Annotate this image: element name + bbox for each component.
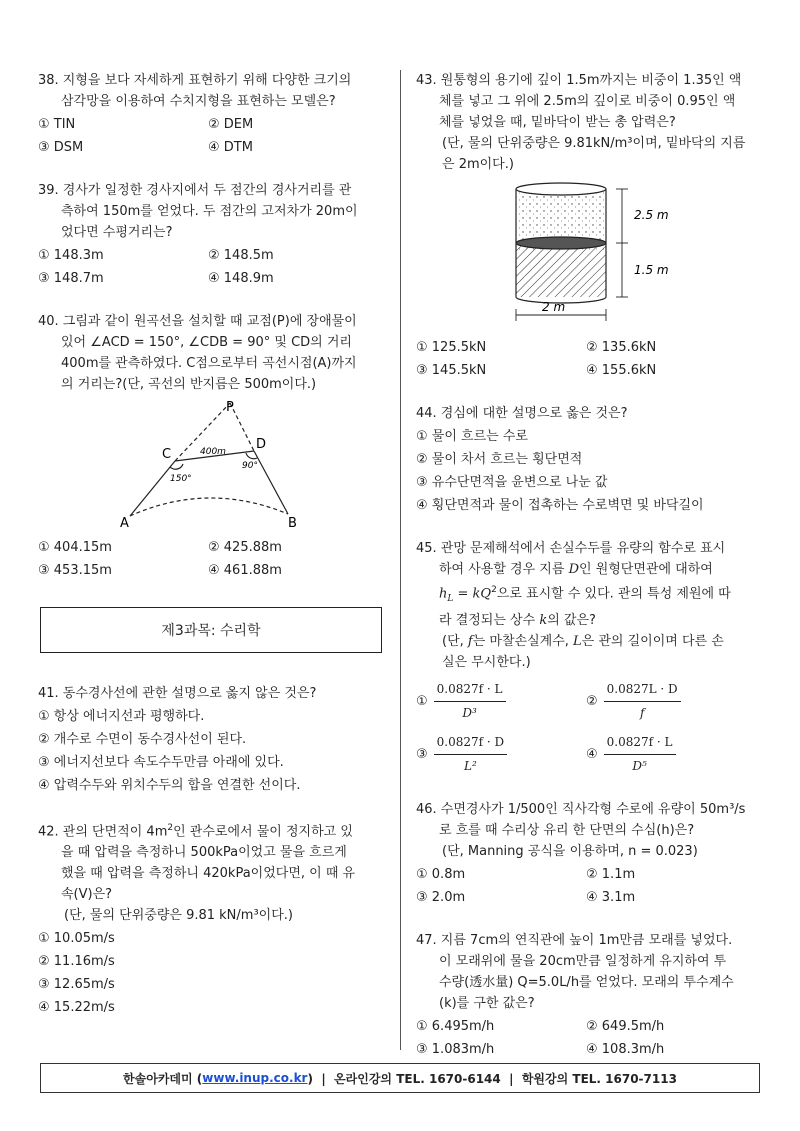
q40-text-line: 40. 그림과 같이 원곡선을 설치할 때 교점(P)에 장애물이 bbox=[38, 314, 357, 329]
label-c: C bbox=[162, 447, 172, 462]
right-column bbox=[416, 70, 766, 1078]
footer-academy-name: 한솔아카데미 ( bbox=[123, 1071, 203, 1086]
q46-option-2[interactable]: ② 1.1m bbox=[586, 866, 636, 882]
question-47 bbox=[416, 930, 766, 1060]
label-b: B bbox=[288, 516, 297, 531]
q40-option-2[interactable]: ② 425.88m bbox=[208, 540, 282, 555]
q45-option-1[interactable]: ① $\frac{0.0827f \cdot L}{\text{D³}}$ bbox=[416, 679, 586, 724]
q44-option-4[interactable]: ④ 횡단면적과 물이 접촉하는 수로벽면 및 바닥길이 bbox=[416, 498, 704, 513]
question-39 bbox=[38, 180, 398, 289]
q44-text-line: 44. 경심에 대한 설명으로 옳은 것은? bbox=[416, 406, 628, 421]
q44-option-3[interactable]: ③ 유수단면적을 윤변으로 나눈 값 bbox=[416, 475, 608, 490]
question-40 bbox=[38, 311, 398, 581]
q45-text-line: 45. 관망 문제해석에서 손실수두를 유량의 함수로 표시 bbox=[416, 541, 726, 556]
q39-option-3[interactable]: ③ 148.7m bbox=[38, 271, 104, 286]
question-41 bbox=[38, 683, 398, 796]
q39-option-2[interactable]: ② 148.5m bbox=[208, 248, 274, 263]
q40-text-line: 의 거리는?(단, 곡선의 반지름은 500m이다.) bbox=[61, 377, 317, 392]
q42-text-line: 을 때 압력을 측정하니 500kPa이었고 물을 흐르게 bbox=[61, 845, 347, 861]
q45-option-2[interactable]: ② $\frac{0.0827L \cdot D}{f}$ bbox=[586, 679, 756, 724]
label-a: A bbox=[120, 516, 129, 531]
q41-option-3[interactable]: ③ 에너지선보다 속도수두만큼 아래에 있다. bbox=[38, 755, 284, 770]
subject-header: 제3과목: 수리학 bbox=[40, 607, 382, 653]
label-diameter: 2 m bbox=[542, 300, 566, 314]
question-46 bbox=[416, 799, 766, 908]
question-43 bbox=[416, 70, 766, 381]
q46-note: (단, Manning 공식을 이용하며, n = 0.023) bbox=[442, 843, 698, 859]
q43-text-line: 체를 넣고 그 위에 2.5m의 깊이로 비중이 0.95인 액 bbox=[439, 94, 736, 109]
q38-text-line: 삼각망을 이용하여 수치지형을 표현하는 모델은? bbox=[61, 94, 336, 109]
q42-option-2[interactable]: ② 11.16m/s bbox=[38, 954, 115, 970]
q43-note: (단, 물의 단위중량은 9.81kN/m³이며, 밑바닥의 지름 bbox=[442, 136, 746, 151]
q43-option-1[interactable]: ① 125.5kN bbox=[416, 340, 487, 355]
q43-option-2[interactable]: ② 135.6kN bbox=[586, 340, 657, 355]
q40-option-1[interactable]: ① 404.15m bbox=[38, 540, 112, 555]
q46-option-3[interactable]: ③ 2.0m bbox=[416, 889, 466, 905]
q47-text-line: 수량(透水量) Q=5.0L/h를 얻었다. 모래의 투수계수 bbox=[439, 974, 734, 990]
circular-curve bbox=[130, 498, 288, 516]
q39-text-line: 39. 경사가 일정한 경사지에서 두 점간의 경사거리를 관 bbox=[38, 183, 352, 198]
question-42 bbox=[38, 818, 398, 1018]
label-p: P bbox=[226, 401, 234, 415]
q40-option-3[interactable]: ③ 453.15m bbox=[38, 563, 112, 578]
label-bottom-depth: 1.5 m bbox=[634, 263, 669, 277]
label-angle-d: 90° bbox=[242, 461, 258, 471]
q43-text-line: 체를 넣었을 때, 밑바닥이 받는 총 압력은? bbox=[439, 115, 676, 130]
q44-option-2[interactable]: ② 물이 차서 흐르는 횡단면적 bbox=[416, 452, 583, 467]
q41-option-4[interactable]: ④ 압력수두와 위치수두의 합을 연결한 선이다. bbox=[38, 778, 301, 793]
q38-option-4[interactable]: ④ DTM bbox=[208, 140, 253, 155]
q41-option-1[interactable]: ① 항상 에너지선과 평행하다. bbox=[38, 709, 205, 724]
label-angle-c: 150° bbox=[170, 474, 192, 484]
q47-text-line: 이 모래위에 물을 20cm만큼 일정하게 유지하여 투 bbox=[439, 953, 727, 969]
footer-website-link[interactable]: www.inup.co.kr bbox=[202, 1071, 308, 1085]
q42-option-3[interactable]: ③ 12.65m/s bbox=[38, 977, 115, 993]
q42-text-line: 속(V)은? bbox=[61, 887, 113, 903]
label-top-depth: 2.5 m bbox=[634, 208, 669, 222]
q42-text-line: 42. 관의 단면적이 $4m^2$인 관수로에서 물이 정지하고 있 bbox=[38, 823, 353, 840]
label-cd-distance: 400m bbox=[200, 447, 226, 457]
q45-option-3[interactable]: ③ $\frac{0.0827f \cdot D}{\text{L²}}$ bbox=[416, 732, 586, 777]
q39-text-line: 측하여 150m를 얻었다. 두 점간의 고저차가 20m이 bbox=[61, 204, 358, 219]
q46-text-line: 로 흐를 때 수리상 유리 한 단면의 수심(h)은? bbox=[439, 822, 695, 838]
q38-option-1[interactable]: ① TIN bbox=[38, 117, 76, 132]
q47-option-3[interactable]: ③ 1.083m/h bbox=[416, 1041, 495, 1057]
column-divider bbox=[400, 70, 401, 1050]
q38-text-line: 38. 지형을 보다 자세하게 표현하기 위해 다양한 크기의 bbox=[38, 73, 352, 88]
q47-option-4[interactable]: ④ 108.3m/h bbox=[586, 1041, 665, 1057]
q45-text-line: $h_L = kQ^2$으로 표시할 수 있다. 관의 특성 제원에 따 bbox=[439, 585, 731, 604]
q42-text-line: 했을 때 압력을 측정하니 420kPa이었다면, 이 때 유 bbox=[61, 866, 356, 882]
q46-option-4[interactable]: ④ 3.1m bbox=[586, 889, 636, 905]
label-d: D bbox=[256, 437, 267, 452]
q45-option-4[interactable]: ④ $\frac{0.0827f \cdot L}{\text{D⁵}}$ bbox=[586, 732, 756, 777]
footer-contact-info: ) | 온라인강의 TEL. 1670-6144 | 학원강의 TEL. 1670-7113 bbox=[307, 1071, 677, 1086]
q47-option-2[interactable]: ② 649.5m/h bbox=[586, 1018, 665, 1034]
curve-diagram bbox=[38, 401, 398, 531]
q45-text-line: 하여 사용할 경우 지름 D인 원형단면관에 대하여 bbox=[439, 562, 713, 577]
q44-option-1[interactable]: ① 물이 흐르는 수로 bbox=[416, 429, 528, 444]
q46-text-line: 46. 수면경사가 1/500인 직사각형 수로에 유량이 50m³/s bbox=[416, 801, 746, 817]
question-38 bbox=[38, 70, 398, 158]
q38-option-3[interactable]: ③ DSM bbox=[38, 140, 84, 155]
q45-note: 실은 무시한다.) bbox=[442, 654, 531, 670]
question-45 bbox=[416, 538, 766, 777]
q40-option-4[interactable]: ④ 461.88m bbox=[208, 563, 282, 578]
left-column bbox=[38, 70, 398, 1036]
q43-text-line: 43. 원통형의 용기에 깊이 1.5m까지는 비중이 1.35인 액 bbox=[416, 73, 742, 88]
q40-text-line: 있어 ∠ACD = 150°, ∠CDB = 90° 및 CD의 거리 bbox=[61, 335, 352, 350]
q41-text-line: 41. 동수경사선에 관한 설명으로 옳지 않은 것은? bbox=[38, 686, 317, 701]
q47-text-line: (k)를 구한 값은? bbox=[439, 995, 535, 1011]
q42-note: (단, 물의 단위중량은 9.81 kN/m³이다.) bbox=[64, 908, 293, 924]
q39-option-4[interactable]: ④ 148.9m bbox=[208, 271, 274, 286]
question-44 bbox=[416, 403, 766, 516]
q40-text-line: 400m를 관측하였다. C점으로부터 곡선시점(A)까지 bbox=[61, 356, 357, 371]
q45-text-line: 라 결정되는 상수 k의 값은? bbox=[439, 612, 596, 628]
q42-option-4[interactable]: ④ 15.22m/s bbox=[38, 1000, 115, 1016]
q39-option-1[interactable]: ① 148.3m bbox=[38, 248, 104, 263]
q43-option-3[interactable]: ③ 145.5kN bbox=[416, 363, 487, 378]
q47-text-line: 47. 지름 7cm의 연직관에 높이 1m만큼 모래를 넣었다. bbox=[416, 932, 733, 948]
q43-option-4[interactable]: ④ 155.6kN bbox=[586, 363, 657, 378]
q46-option-1[interactable]: ① 0.8m bbox=[416, 866, 466, 882]
q41-option-2[interactable]: ② 개수로 수면이 동수경사선이 된다. bbox=[38, 732, 247, 747]
cylinder-diagram bbox=[416, 181, 766, 331]
footer-bar bbox=[40, 1063, 760, 1093]
line-d-b bbox=[254, 451, 288, 514]
q47-option-1[interactable]: ① 6.495m/h bbox=[416, 1018, 495, 1034]
q39-text-line: 었다면 수평거리는? bbox=[61, 225, 173, 240]
q45-note: (단, f는 마찰손실계수, L은 관의 길이이며 다른 손 bbox=[442, 633, 724, 649]
q42-option-1[interactable]: ① 10.05m/s bbox=[38, 931, 115, 947]
q38-option-2[interactable]: ② DEM bbox=[208, 117, 254, 132]
q43-note: 은 2m이다.) bbox=[442, 157, 514, 172]
